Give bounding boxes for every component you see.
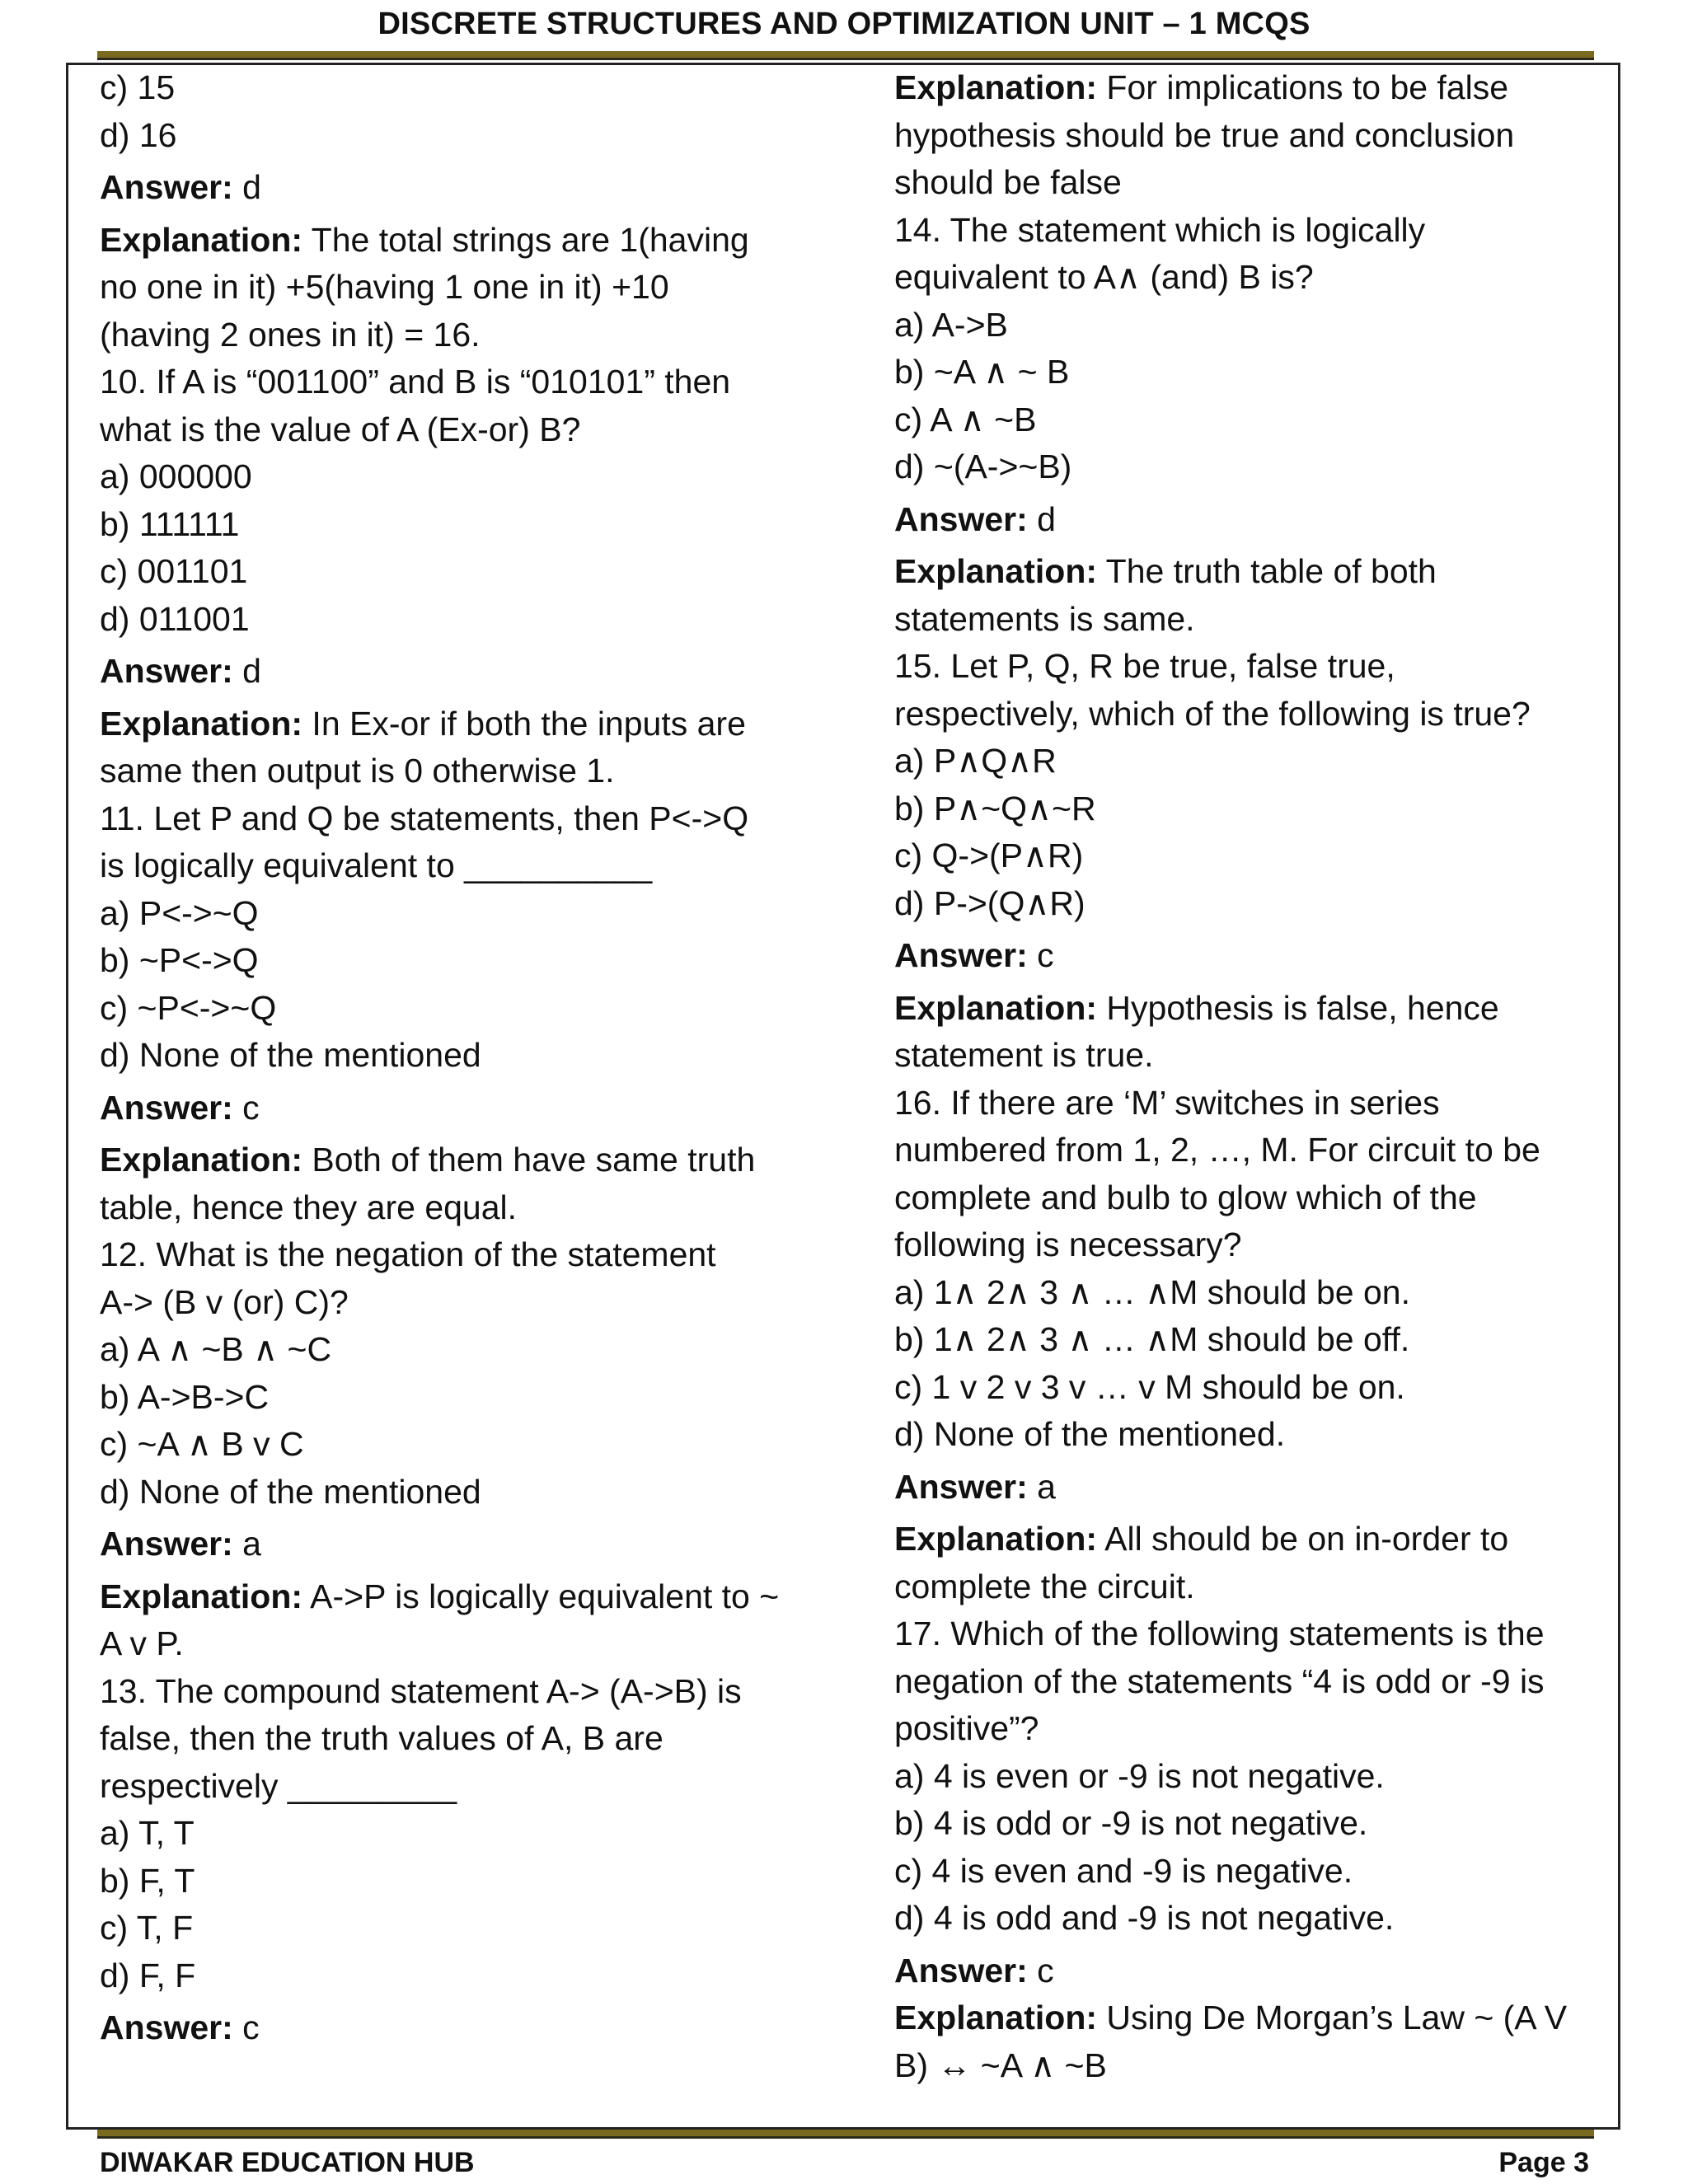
option: a) T, T: [100, 1814, 195, 1852]
option: d) 011001: [100, 599, 250, 638]
option: b) 4 is odd or -9 is not negative.: [894, 1804, 1368, 1842]
explanation-text: (having 2 ones in it) = 16.: [100, 315, 481, 354]
question-text: is logically equivalent to __________: [100, 846, 653, 884]
option: c) 15: [100, 68, 176, 106]
answer-line: [894, 496, 1620, 544]
header-rule: [97, 51, 1594, 60]
explanation-line: Explanation: The total strings are 1(having: [100, 220, 749, 259]
option: c) Q->(P∧R): [894, 837, 1084, 874]
explanation-line: Explanation: Both of them have same truth: [100, 1141, 756, 1179]
option: d) ~(A->~B): [894, 448, 1072, 485]
footer-page-number: Page 3: [1498, 2147, 1589, 2178]
answer-line: [100, 648, 809, 696]
option: b) F, T: [100, 1861, 195, 1900]
option: d) None of the mentioned.: [894, 1415, 1286, 1453]
option: a) A->B: [894, 305, 1008, 344]
option: d) None of the mentioned: [100, 1472, 481, 1511]
footer-rule: [97, 2130, 1594, 2139]
answer-value: a: [1037, 1467, 1056, 1506]
explanation-label: Explanation:: [100, 1577, 303, 1615]
option: c) ~P<->~Q: [100, 988, 277, 1027]
question-text: complete and bulb to glow which of the: [894, 1178, 1477, 1216]
answer-value: d: [242, 168, 261, 206]
footer-publisher: DIWAKAR EDUCATION HUB: [100, 2147, 475, 2178]
question-text: numbered from 1, 2, …, M. For circuit to be: [894, 1131, 1540, 1169]
option: a) 1∧ 2∧ 3 ∧ … ∧M should be on.: [894, 1272, 1410, 1311]
question-text: 14. The statement which is logically: [894, 210, 1426, 249]
answer-value: c: [1037, 936, 1054, 974]
explanation-text: hypothesis should be true and conclusion: [894, 115, 1515, 154]
answer-line: [894, 932, 1620, 980]
explanation-text: B) ↔ ~A ∧ ~B: [894, 2046, 1107, 2084]
question-text: 17. Which of the following statements is the: [894, 1615, 1545, 1652]
option: d) 16: [100, 115, 177, 154]
explanation-line: Explanation: Hypothesis is false, hence: [894, 988, 1499, 1027]
answer-label: Answer:: [100, 1525, 233, 1563]
left-column: [100, 64, 809, 2052]
question-text: following is necessary?: [894, 1226, 1242, 1263]
question-text: 13. The compound statement A-> (A->B) is: [100, 1671, 742, 1710]
option: b) A->B->C: [100, 1377, 270, 1416]
question-text: 16. If there are ‘M’ switches in series: [894, 1083, 1440, 1122]
explanation-label: Explanation:: [894, 68, 1098, 106]
answer-line: [100, 2004, 809, 2052]
option: c) T, F: [100, 1909, 194, 1947]
answer-label: Answer:: [100, 2008, 233, 2046]
question-text: A-> (B v (or) C)?: [100, 1282, 349, 1321]
question-text: positive”?: [894, 1709, 1039, 1747]
answer-value: c: [242, 1088, 260, 1127]
question-text: what is the value of A (Ex-or) B?: [100, 410, 581, 448]
explanation-label: Explanation:: [894, 552, 1098, 590]
question-text: 11. Let P and Q be statements, then P<->Q: [100, 799, 749, 837]
explanation-text: statements is same.: [894, 599, 1195, 638]
answer-label: Answer:: [894, 936, 1028, 974]
explanation-label: Explanation:: [100, 1141, 303, 1179]
explanation-label: Explanation:: [894, 1999, 1098, 2036]
question-text: negation of the statements “4 is odd or -9 is: [894, 1661, 1545, 1700]
option: d) None of the mentioned: [100, 1036, 481, 1074]
explanation-label: Explanation:: [894, 1520, 1098, 1558]
option: b) 111111: [100, 504, 240, 543]
explanation-text: complete the circuit.: [894, 1567, 1195, 1605]
page-header-title: DISCRETE STRUCTURES AND OPTIMIZATION UNIT – 1 MCQS: [377, 7, 1311, 41]
question-text: equivalent to A∧ (and) B is?: [894, 258, 1314, 296]
answer-label: Answer:: [894, 1467, 1028, 1506]
answer-label: Answer:: [100, 168, 233, 206]
question-text: false, then the truth values of A, B are: [100, 1719, 663, 1757]
explanation-line: Explanation: In Ex-or if both the inputs are: [100, 704, 746, 743]
answer-label: Answer:: [100, 652, 233, 690]
option: b) 1∧ 2∧ 3 ∧ … ∧M should be off.: [894, 1320, 1410, 1358]
option: b) P∧~Q∧~R: [894, 789, 1096, 827]
explanation-text: A v P.: [100, 1624, 184, 1662]
explanation-label: Explanation:: [894, 988, 1098, 1027]
option: a) 000000: [100, 457, 252, 495]
answer-line: [100, 1521, 809, 1568]
option: a) A ∧ ~B ∧ ~C: [100, 1330, 332, 1368]
explanation-text: should be false: [894, 163, 1122, 201]
answer-line: [894, 1464, 1620, 1511]
question-text: 12. What is the negation of the statement: [100, 1235, 716, 1273]
answer-label: Answer:: [894, 1951, 1028, 1990]
option: c) A ∧ ~B: [894, 400, 1037, 438]
explanation-line: Explanation: Using De Morgan’s Law ~ (A V: [894, 1999, 1568, 2036]
answer-value: a: [242, 1525, 261, 1563]
explanation-text: no one in it) +5(having 1 one in it) +10: [100, 268, 669, 306]
question-text: respectively _________: [100, 1766, 457, 1805]
explanation-line: Explanation: The truth table of both: [894, 552, 1437, 590]
explanation-line: Explanation: For implications to be false: [894, 68, 1509, 106]
answer-line: [100, 1085, 809, 1132]
explanation-label: Explanation:: [100, 704, 303, 743]
explanation-text: table, hence they are equal.: [100, 1188, 518, 1226]
option: b) ~A ∧ ~ B: [894, 353, 1070, 391]
option: a) P∧Q∧R: [894, 742, 1057, 780]
explanation-label: Explanation:: [100, 220, 303, 259]
option: d) P->(Q∧R): [894, 883, 1085, 922]
option: d) 4 is odd and -9 is not negative.: [894, 1899, 1395, 1937]
explanation-text: statement is true.: [894, 1036, 1154, 1074]
option: c) 4 is even and -9 is negative.: [894, 1851, 1353, 1890]
answer-value: c: [242, 2008, 260, 2046]
answer-value: d: [242, 652, 261, 690]
option: c) 001101: [100, 552, 248, 590]
explanation-text: same then output is 0 otherwise 1.: [100, 752, 615, 790]
option: c) 1 v 2 v 3 v … v M should be on.: [894, 1367, 1405, 1406]
option: a) P<->~Q: [100, 893, 259, 932]
option: b) ~P<->Q: [100, 941, 259, 979]
option: c) ~A ∧ B v C: [100, 1425, 304, 1463]
answer-line: [894, 1947, 1620, 1995]
answer-label: Answer:: [894, 499, 1028, 538]
answer-value: d: [1037, 499, 1056, 538]
right-column: [894, 64, 1620, 2089]
question-text: 10. If A is “001100” and B is “010101” then: [100, 363, 731, 401]
option: d) F, F: [100, 1956, 196, 1994]
question-text: respectively, which of the following is true?: [894, 694, 1531, 733]
answer-value: c: [1037, 1951, 1054, 1990]
answer-line: [100, 164, 809, 212]
answer-label: Answer:: [100, 1088, 233, 1127]
explanation-line: Explanation: A->P is logically equivalent to ~: [100, 1577, 780, 1615]
explanation-line: Explanation: All should be on in-order to: [894, 1520, 1509, 1558]
option: a) 4 is even or -9 is not negative.: [894, 1756, 1385, 1795]
question-text: 15. Let P, Q, R be true, false true,: [894, 647, 1395, 685]
